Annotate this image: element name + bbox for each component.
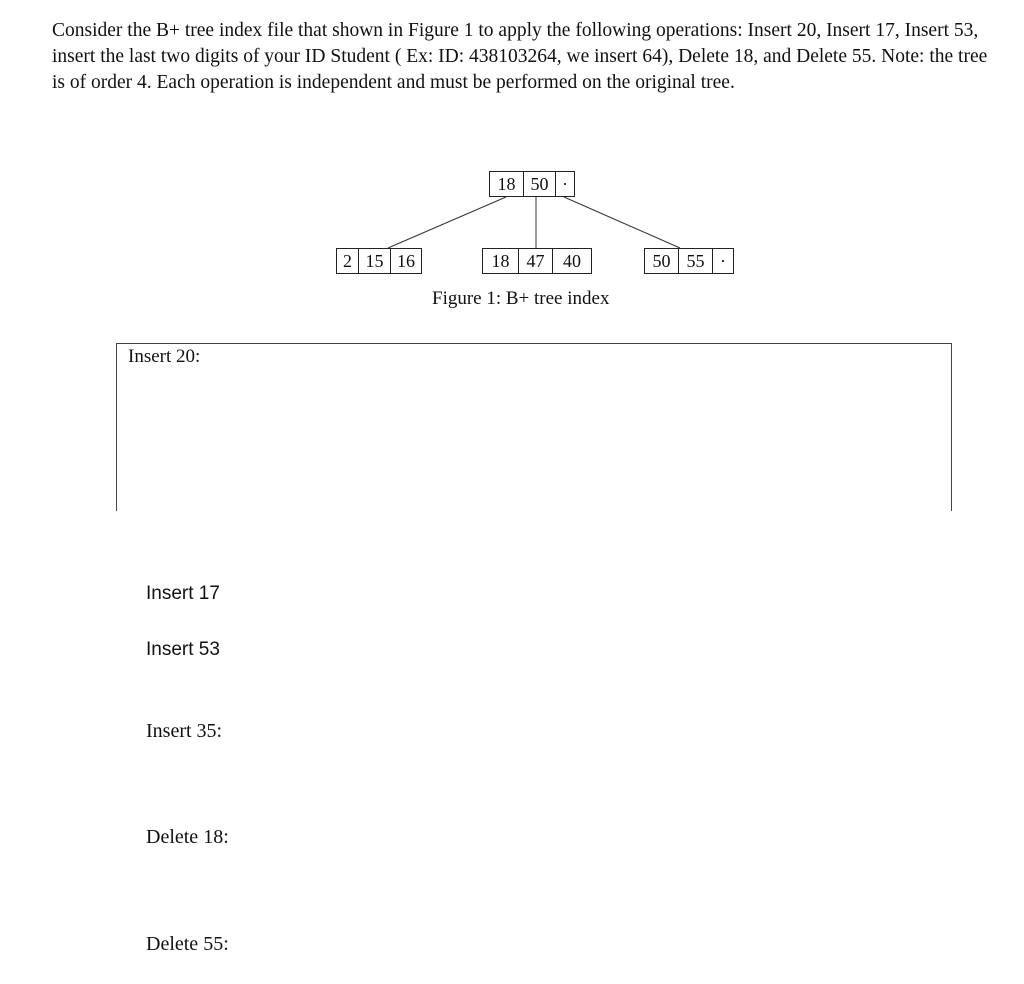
figure-caption: Figure 1: B+ tree index (432, 288, 610, 309)
leaf2-key-2: 47 (519, 249, 553, 273)
answer-box-label: Insert 20: (128, 346, 201, 367)
operation-insert-35: Insert 35: (146, 720, 223, 742)
leaf2-key-3: 40 (563, 251, 581, 271)
tree-edges (0, 0, 1024, 330)
answer-box-insert-20[interactable] (116, 343, 952, 511)
leaf-node-2 (482, 248, 592, 274)
root-pointer: · (562, 174, 568, 194)
root-key-1: 18 (490, 172, 524, 196)
leaf2-key-1: 18 (483, 249, 519, 273)
leaf3-key-1: 50 (645, 249, 679, 273)
operation-delete-55: Delete 55: (146, 933, 229, 955)
operation-insert-17: Insert 17 (146, 583, 220, 604)
leaf1-key-1: 2 (337, 249, 359, 273)
operation-insert-53: Insert 53 (146, 639, 220, 660)
leaf1-key-3: 16 (397, 251, 415, 271)
edge-right (564, 197, 680, 248)
root-key-2: 50 (524, 172, 556, 196)
question-text: Consider the B+ tree index file that shown in Figure 1 to apply the following operations: Insert 20, Insert 17, Insert 53, insert the last two digits of your ID Student ( Ex: ID: 438103264, we insert 64), Delete 18, and Delete 55. Note: the tree is of order 4. Each operation is independent and must be performed on the original tree. (52, 20, 988, 93)
leaf3-key-2: 55 (679, 249, 713, 273)
leaf-node-3 (644, 248, 734, 274)
leaf1-key-2: 15 (359, 249, 391, 273)
edge-left (388, 197, 506, 248)
leaf3-pointer: · (720, 251, 726, 271)
root-node (489, 171, 575, 197)
operation-delete-18: Delete 18: (146, 826, 229, 848)
leaf-node-1 (336, 248, 422, 274)
b-plus-tree-figure (0, 0, 1024, 330)
